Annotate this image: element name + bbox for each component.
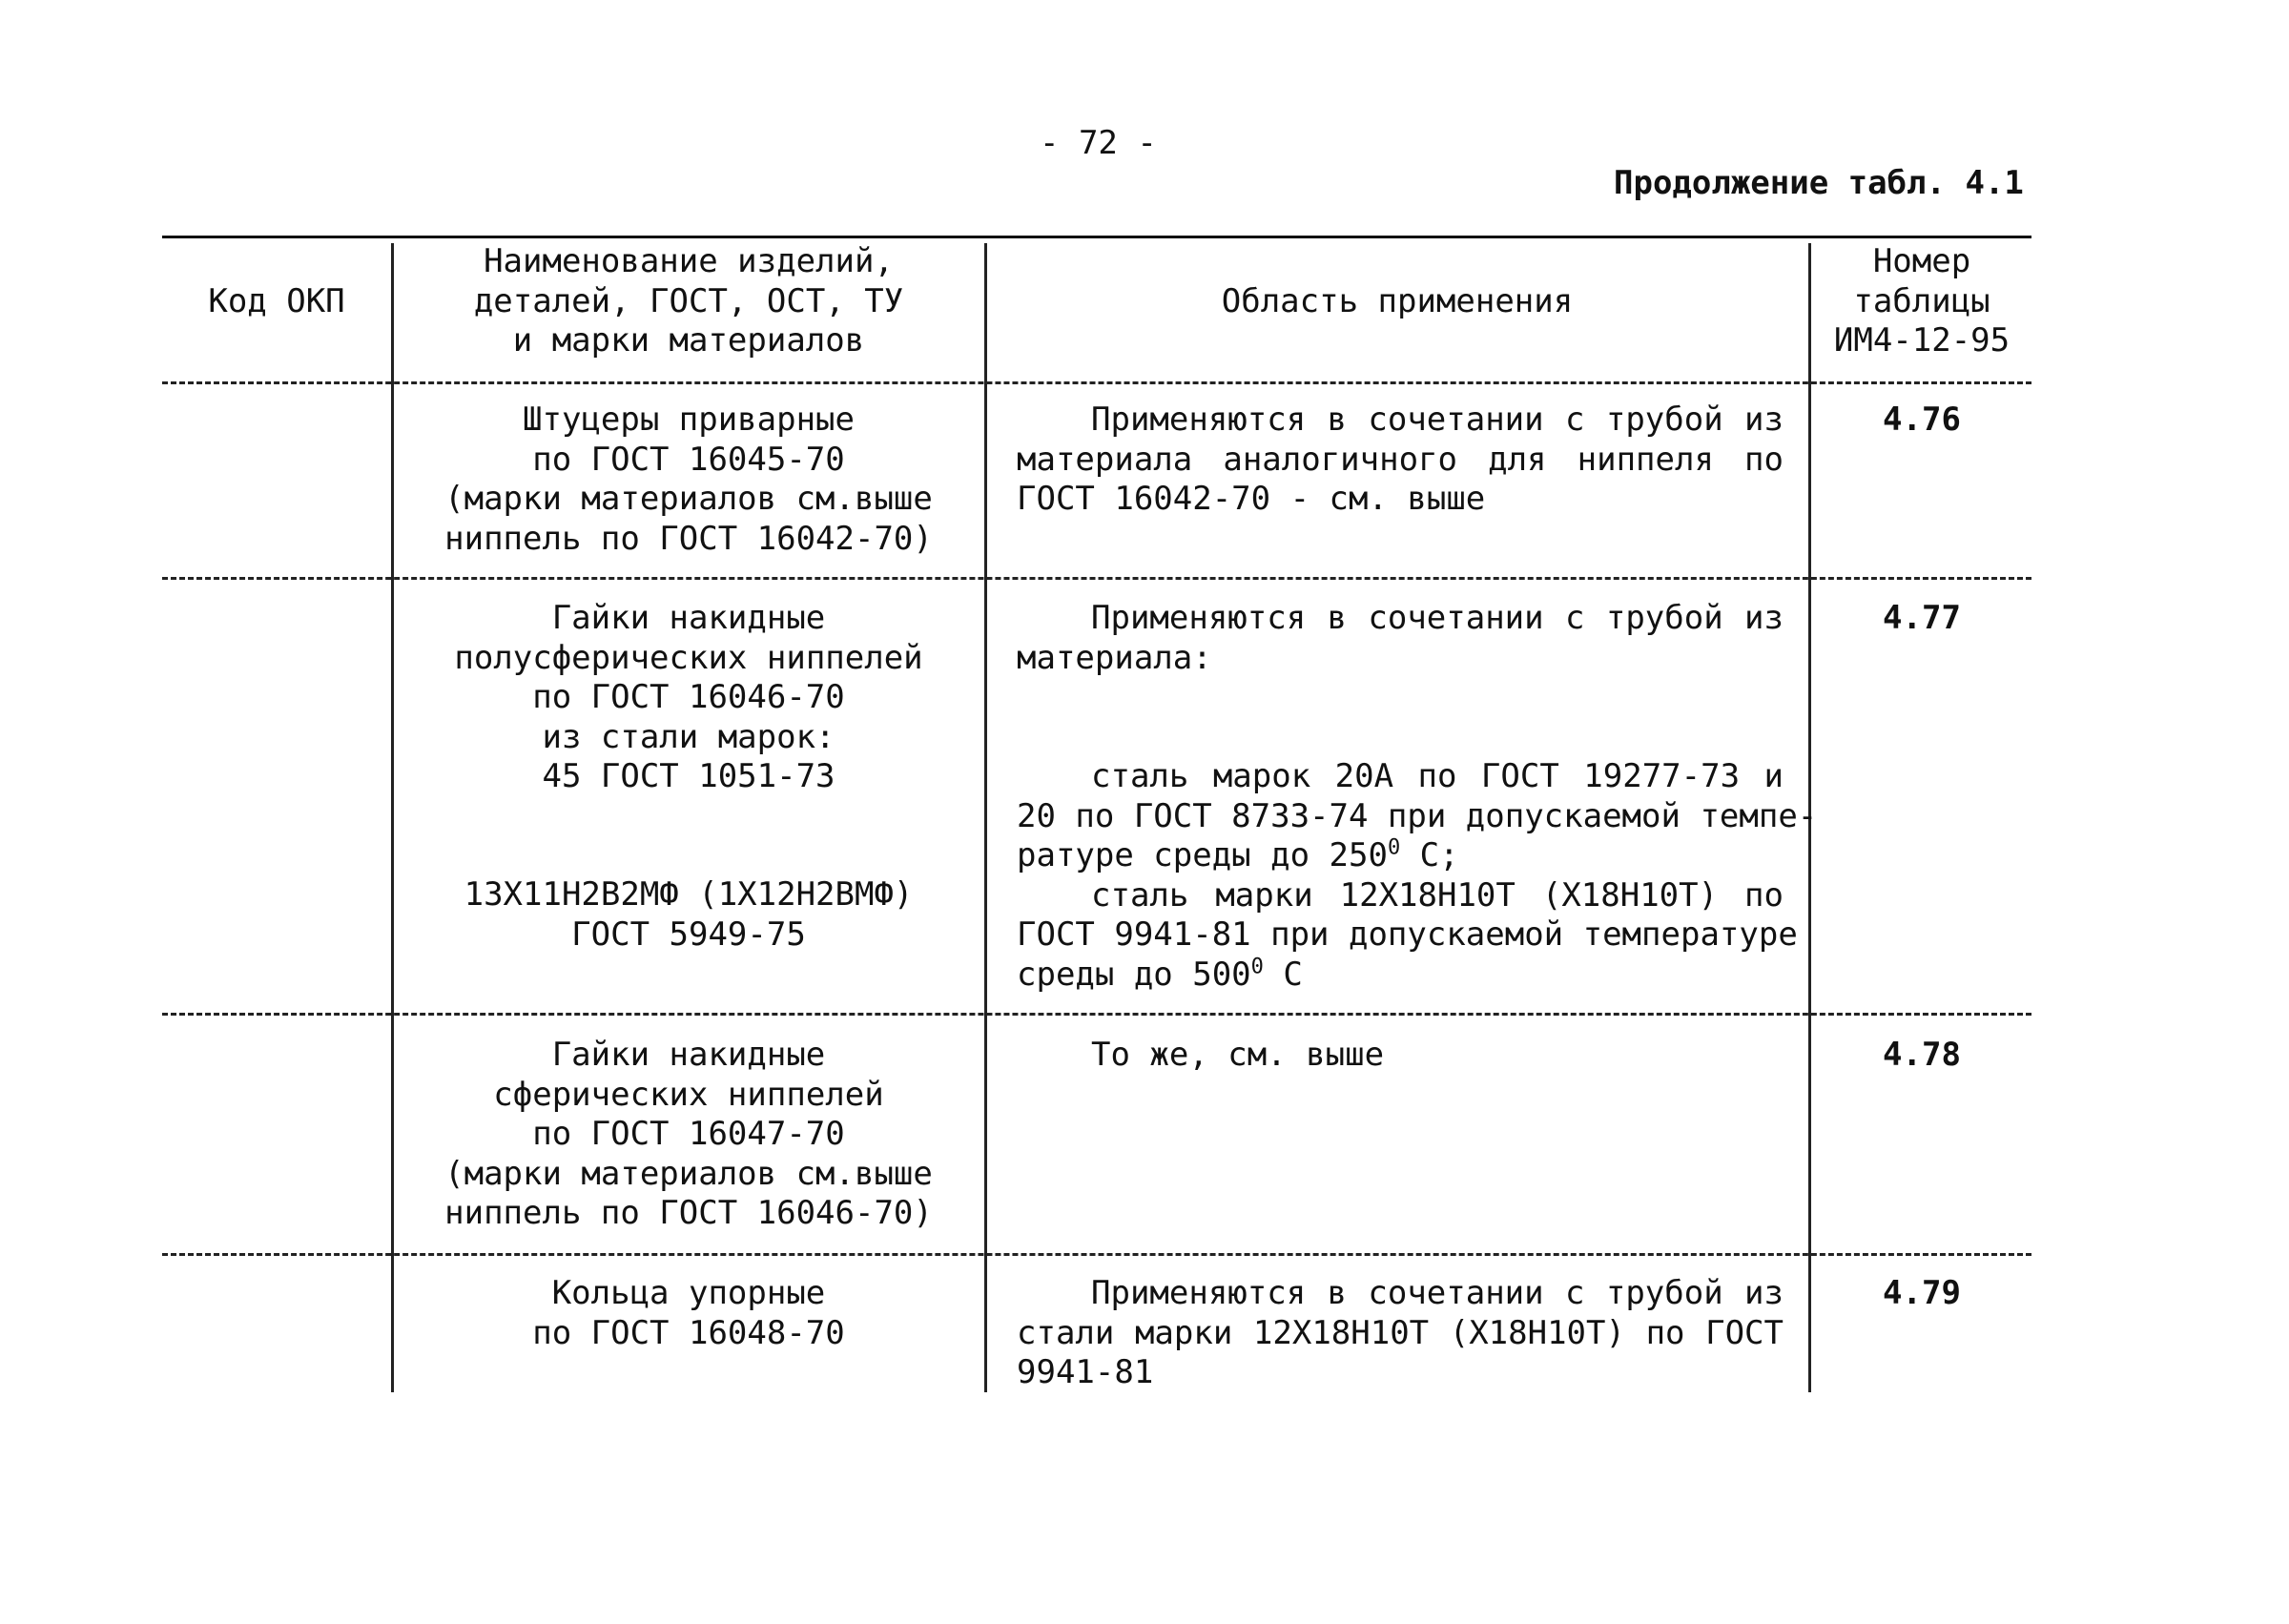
row-2-area: Применяются в сочетании с трубой из материала:: [1017, 599, 1784, 677]
table-top-rule: [162, 236, 2031, 238]
header-area: Область применения: [1221, 282, 1574, 320]
row-separator: [162, 1013, 2031, 1016]
header-table-no: Номер таблицы ИМ4-12-95: [1833, 242, 2011, 360]
column-divider: [984, 243, 987, 1392]
page-number: - 72 -: [1040, 124, 1157, 162]
row-4-area: Применяются в сочетании с трубой из стали марки 12Х18Н10Т (Х18Н10Т) по ГОСТ 9941-81: [1017, 1274, 1784, 1391]
row-3-table-no: 4.78: [1883, 1036, 1961, 1074]
row-3-name: Гайки накидные сферических ниппелей по ГОСТ 16047-70 (марки материалов см.выше ниппель по ГОСТ 16046-70): [444, 1036, 933, 1232]
row-separator: [162, 381, 2031, 384]
row-1-table-no: 4.76: [1883, 401, 1961, 439]
table-caption: Продолжение табл. 4.1: [1614, 164, 2024, 202]
row-1-name: Штуцеры приварные по ГОСТ 16045-70 (марки материалов см.выше ниппель по ГОСТ 16042-70): [444, 401, 933, 558]
header-code: Код ОКП: [208, 282, 345, 320]
row-4-table-no: 4.79: [1883, 1274, 1961, 1312]
header-name: Наименование изделий, деталей, ГОСТ, ОСТ, ТУ и марки материалов: [473, 242, 904, 360]
row-separator: [162, 577, 2031, 580]
row-2-name: Гайки накидные полусферических ниппелей по ГОСТ 16046-70 из стали марок: 45 ГОСТ 1051-73: [454, 599, 923, 795]
row-4-name: Кольца упорные по ГОСТ 16048-70: [532, 1274, 845, 1352]
row-3-area: То же, см. выше: [1091, 1036, 1385, 1074]
row-1-area: Применяются в сочетании с трубой из материала аналогичного для ниппеля по ГОСТ 16042-70 - см. выше: [1017, 401, 1784, 518]
row-2-table-no: 4.77: [1883, 599, 1961, 637]
column-divider: [391, 243, 394, 1392]
row-separator: [162, 1253, 2031, 1256]
row-2-name-alt: 13Х11Н2В2МФ (1Х12Н2ВМФ) ГОСТ 5949-75: [464, 875, 914, 954]
row-2-area-steels: сталь марок 20А по ГОСТ 19277-73 и 20 по ГОСТ 8733-74 при допускаемой темпе- ратуре среды до $250^0$ С; сталь марки 12Х18Н10Т (Х18Н10Т) по ГОСТ 9941-81 при допускаемой температуре среды до $500^0$ С: [1017, 757, 1818, 994]
